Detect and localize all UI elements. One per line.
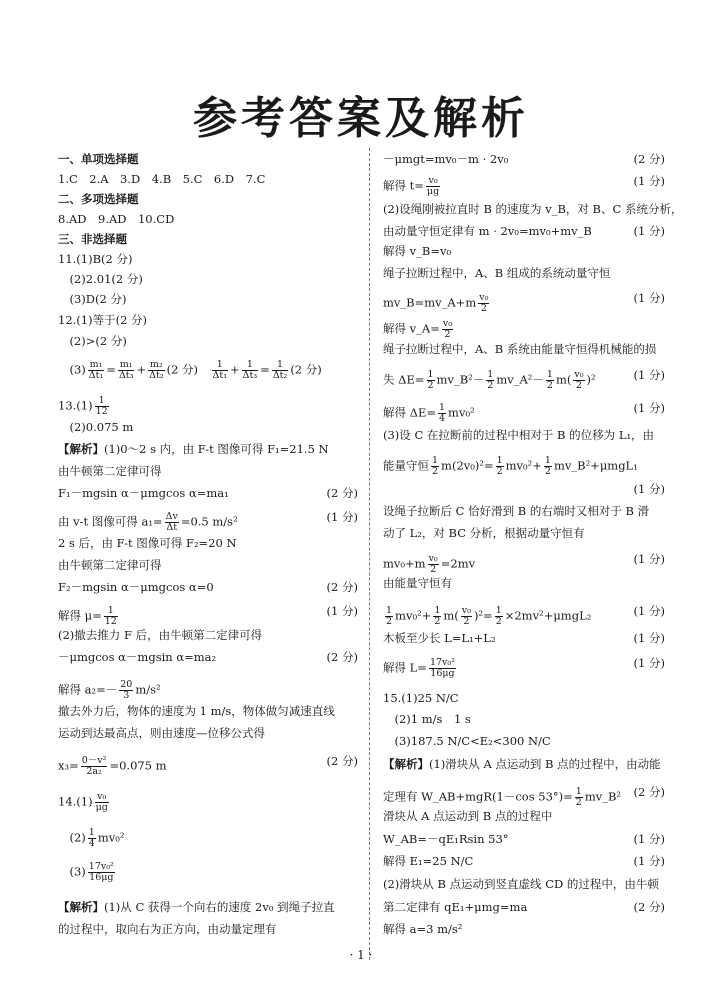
line-text: 绳子拉断过程中，A、B 系统由能量守恒得机械能的损 <box>383 342 657 356</box>
line-text: (3)D(2 分) <box>58 292 127 306</box>
line-text: 第二定律有 qE₁+μmg=ma <box>383 900 528 914</box>
answer-line <box>58 444 358 456</box>
answer-line <box>383 633 665 645</box>
denominator: 2 <box>434 615 441 627</box>
line-text: 的过程中，取向右为正方向，由动量定理有 <box>58 922 277 936</box>
denominator: 2 <box>386 615 393 627</box>
fraction <box>544 456 552 477</box>
answer-line <box>58 488 358 500</box>
fraction <box>104 606 118 627</box>
numerator: m₁ <box>119 359 133 370</box>
formula-text: =0.5 m/s² <box>180 514 238 529</box>
answer-line <box>383 759 665 771</box>
line-text: 11.(1)B(2 分) <box>58 252 133 266</box>
analysis-tag: 【解析】 <box>58 900 104 914</box>
score-points: (1 分) <box>633 174 665 188</box>
page-number: · 1 · <box>349 948 373 962</box>
line-text: －μmgt=mv₀－m · 2v₀ <box>383 152 509 166</box>
fraction <box>461 606 472 627</box>
formula-text: mv₀²+ <box>395 608 432 623</box>
denominator: Δt₁ <box>88 369 104 381</box>
formula-text: )² <box>586 372 596 387</box>
numerator: v₀ <box>428 553 438 564</box>
formula-text: =0.075 m <box>109 758 167 773</box>
numerator: v₀ <box>461 605 471 616</box>
line-text: 一、单项选择题 <box>58 152 139 166</box>
fraction <box>95 396 109 417</box>
score-points: (2 分) <box>326 754 358 768</box>
line-text: 解得 E₁=25 N/C <box>383 854 474 868</box>
formula-text: x₃= <box>58 758 79 773</box>
answer-line <box>383 202 683 216</box>
fraction <box>496 456 504 477</box>
fraction <box>165 512 179 533</box>
answer-line <box>383 606 665 627</box>
fraction <box>428 554 439 575</box>
formula-text: mv₀² <box>97 830 125 845</box>
formula-text: mv₀+m <box>383 556 426 571</box>
denominator: 4 <box>439 412 446 424</box>
answer-line <box>383 554 665 575</box>
fraction <box>438 403 446 424</box>
fraction <box>119 680 133 701</box>
answer-line <box>383 293 665 314</box>
answer-line <box>58 396 358 417</box>
answer-line <box>58 606 358 627</box>
numerator: 1 <box>496 455 503 466</box>
fraction <box>95 792 109 813</box>
numerator: v₀ <box>574 369 584 380</box>
score-points: (2 分) <box>633 152 665 166</box>
score-points: (1 分) <box>633 854 665 868</box>
denominator: 2 <box>427 379 434 391</box>
formula-text: + <box>136 362 147 377</box>
denominator: 2 <box>496 465 503 477</box>
denominator: 2 <box>430 563 437 575</box>
denominator: Δt₁ <box>212 369 228 381</box>
answer-line <box>58 706 358 718</box>
denominator: 12 <box>95 405 108 417</box>
numerator: 1 <box>575 786 582 797</box>
formula-text: mv₀²+ <box>505 458 542 473</box>
answer-line <box>383 658 665 679</box>
numerator: 1 <box>439 402 446 413</box>
line-text: 15.(1)25 N/C <box>383 691 459 705</box>
answer-line <box>58 422 358 434</box>
formula-text: =2mv <box>440 556 476 571</box>
formula-text: 解得 L= <box>383 660 427 675</box>
answer-line <box>58 512 358 533</box>
fraction <box>88 360 105 381</box>
formula-text: ×2mv²+μmgL₂ <box>504 608 592 623</box>
line-text: 8.AD 9.AD 10.CD <box>58 212 175 226</box>
score-points: (1 分) <box>633 631 665 645</box>
fraction <box>429 658 456 679</box>
answer-line <box>383 246 665 258</box>
score-points: (1 分) <box>326 604 358 618</box>
fraction <box>81 756 108 777</box>
answer-line <box>58 630 358 642</box>
score-points: (1 分) <box>633 832 665 846</box>
answer-line <box>58 360 358 381</box>
line-text: 2 s 后，由 F-t 图像可得 F₂=20 N <box>58 536 237 550</box>
line-text: 动了 L₂，对 BC 分析，根据动量守恒有 <box>383 526 585 540</box>
line-text: (1)滑块从 A 点运动到 B 点的过程中，由动能 <box>429 757 661 771</box>
numerator: v₀ <box>479 292 489 303</box>
numerator: 1 <box>546 369 553 380</box>
line-text: 撤去外力后，物体的速度为 1 m/s，物体做匀减速直线 <box>58 704 335 718</box>
formula-text: mv_B² <box>584 789 622 804</box>
answer-line <box>383 924 665 936</box>
line-text: 解得 v_B=v₀ <box>383 244 452 258</box>
answer-line <box>58 336 358 348</box>
column-divider <box>369 148 370 960</box>
answer-line <box>383 714 665 726</box>
numerator: 1 <box>386 605 393 616</box>
answer-line <box>383 154 665 166</box>
formula-text: 解得 ΔE= <box>383 405 436 420</box>
formula-text: 定理有 W_AB+mgR(1－cos 53°)= <box>383 789 573 804</box>
numerator: m₂ <box>149 359 163 370</box>
line-text: －μmgcos α－mgsin α=ma₂ <box>58 650 217 664</box>
formula-text: m/s² <box>135 682 161 697</box>
denominator: 2 <box>463 615 470 627</box>
numerator: 17v₀² <box>88 861 114 872</box>
numerator: 1 <box>432 455 439 466</box>
answer-line <box>58 174 358 186</box>
fraction <box>442 319 453 340</box>
numerator: 0－v² <box>81 755 107 766</box>
line-text: 1.C 2.A 3.D 4.B 5.C 6.D 7.C <box>58 172 266 186</box>
answer-line <box>58 466 358 478</box>
answer-line <box>383 268 665 280</box>
answer-line <box>383 370 665 391</box>
fraction <box>478 293 489 314</box>
score-points: (2 分) <box>326 486 358 500</box>
numerator: 1 <box>272 360 289 371</box>
denominator: 2a₂ <box>86 765 102 777</box>
line-text: (1)从 C 获得一个向右的速度 2v₀ 到绳子拉直 <box>104 900 335 914</box>
line-text: 解得 a=3 m/s² <box>383 922 463 936</box>
formula-text: (3) <box>58 864 86 879</box>
line-text: (2)设绳刚被拉直时 B 的速度为 v_B，对 B、C 系统分析， <box>383 202 683 216</box>
numerator: 20 <box>120 679 133 690</box>
numerator: v₀ <box>442 318 453 329</box>
page-title: 参考答案及解析 <box>193 93 529 144</box>
formula-text: 失 ΔE= <box>383 372 425 387</box>
denominator: 2 <box>575 379 582 391</box>
fraction <box>242 360 259 381</box>
formula-text: (2 分) <box>166 362 210 377</box>
line-text: (2)1 m/s 1 s <box>383 712 471 726</box>
denominator: 3 <box>123 689 130 701</box>
fraction <box>427 370 435 391</box>
answer-line <box>58 560 358 572</box>
numerator: m₁ <box>89 359 103 370</box>
answer-line <box>58 680 358 701</box>
score-points: (2 分) <box>326 580 358 594</box>
formula-text: 解得 a₂=－ <box>58 682 118 697</box>
answer-line <box>58 756 358 777</box>
line-text: (2)>(2 分) <box>58 334 127 348</box>
answer-line <box>58 274 358 286</box>
formula-text: 能量守恒 <box>383 458 429 473</box>
formula-text: mv₀² <box>448 405 475 420</box>
denominator: Δt₂ <box>272 369 288 381</box>
answer-line <box>58 582 358 594</box>
numerator: 1 <box>544 455 551 466</box>
denominator: Δt₃ <box>118 369 134 381</box>
fraction <box>118 360 135 381</box>
answer-line <box>383 578 665 590</box>
formula-text: m(2v₀)²= <box>441 458 494 473</box>
denominator: Δt <box>166 521 178 533</box>
formula-text: )²= <box>473 608 493 623</box>
line-text: 二、多项选择题 <box>58 192 139 206</box>
answer-line <box>58 792 358 813</box>
answer-line <box>383 430 665 442</box>
answer-line <box>58 728 358 740</box>
answer-line <box>383 693 665 705</box>
section-heading <box>58 194 358 206</box>
line-text: F₂－mgsin α－μmgcos α=0 <box>58 580 214 594</box>
score-points: (1 分) <box>633 482 665 496</box>
fraction <box>212 360 229 381</box>
numerator: 1 <box>487 369 494 380</box>
answer-line <box>383 319 665 340</box>
numerator: 1 <box>434 605 441 616</box>
formula-text: = <box>260 362 270 377</box>
line-text: 设绳子拉断后 C 恰好滑到 B 的右端时又相对于 B 滑 <box>383 504 650 518</box>
section-heading <box>58 154 358 166</box>
numerator: 1 <box>427 369 434 380</box>
section-heading <box>58 234 358 246</box>
line-text: W_AB=－qE₁Rsin 53° <box>383 832 509 846</box>
denominator: 2 <box>544 465 551 477</box>
line-text: (2)撤去推力 F 后，由牛顿第二定律可得 <box>58 628 263 642</box>
formula-text: mv_B²+μmgL₁ <box>553 458 638 473</box>
line-text: 木板至少长 L=L₁+L₂ <box>383 631 496 645</box>
score-points: (1 分) <box>633 401 665 415</box>
formula-text: 14.(1) <box>58 794 93 809</box>
formula-text: 解得 μ= <box>58 608 102 623</box>
answer-line <box>58 828 358 849</box>
fraction <box>546 370 554 391</box>
line-text: 滑块从 A 点运动到 B 点的过程中 <box>383 809 553 823</box>
answer-line <box>58 214 358 226</box>
numerator: v₀ <box>426 176 440 187</box>
score-points: (1 分) <box>633 656 665 670</box>
formula-text: 由 v-t 图像可得 a₁= <box>58 514 163 529</box>
numerator: 1 <box>212 360 229 371</box>
numerator: v₀ <box>95 792 109 803</box>
answer-line <box>58 862 358 883</box>
denominator: Δt₂ <box>149 369 164 381</box>
score-points: (2 分) <box>633 785 665 799</box>
answer-line <box>58 652 358 664</box>
denominator: Δt₃ <box>242 369 258 381</box>
fraction <box>431 456 439 477</box>
denominator: 2 <box>432 465 439 477</box>
numerator: 17v₀² <box>429 657 456 668</box>
formula-text: 解得 v_A= <box>383 321 440 336</box>
score-points: (2 分) <box>633 900 665 914</box>
numerator: 1 <box>104 606 118 617</box>
denominator: 4 <box>88 837 95 849</box>
fraction <box>272 360 289 381</box>
denominator: 2 <box>487 379 494 391</box>
answer-line <box>383 834 665 846</box>
line-text: 绳子拉断过程中，A、B 组成的系统动量守恒 <box>383 266 611 280</box>
answer-line <box>383 506 665 518</box>
line-text: 三、非选择题 <box>58 232 127 246</box>
line-text: F₁－mgsin α－μmgcos α=ma₁ <box>58 486 229 500</box>
answer-line <box>383 879 665 891</box>
score-points: (2 分) <box>326 650 358 664</box>
formula-text: mv_B²－ <box>436 372 485 387</box>
answer-line <box>58 924 358 936</box>
answer-line <box>383 176 665 197</box>
answer-line <box>58 902 358 914</box>
analysis-tag: 【解析】 <box>58 442 104 456</box>
fraction <box>486 370 494 391</box>
answer-line <box>383 344 665 356</box>
answer-line <box>383 902 665 914</box>
fraction <box>575 787 583 808</box>
fraction <box>88 862 115 883</box>
denominator: 2 <box>444 328 451 340</box>
denominator: 2 <box>575 796 582 808</box>
answer-line <box>383 226 665 238</box>
fraction <box>88 828 96 849</box>
denominator: 2 <box>546 379 553 391</box>
answer-line <box>383 403 665 424</box>
denominator: 16μg <box>89 871 114 883</box>
line-text: 12.(1)等于(2 分) <box>58 313 148 327</box>
numerator: Δv <box>165 511 178 522</box>
numerator: 1 <box>88 827 95 838</box>
answer-line <box>383 811 665 823</box>
fraction <box>385 606 393 627</box>
fraction <box>495 606 503 627</box>
answer-line <box>383 856 665 868</box>
score-points: (1 分) <box>633 224 665 238</box>
score-points: (1 分) <box>633 552 665 566</box>
formula-text: + <box>230 362 240 377</box>
analysis-tag: 【解析】 <box>383 757 429 771</box>
denominator: μg <box>95 801 108 813</box>
fraction <box>433 606 441 627</box>
formula-text: mv_B=mv_A+m <box>383 295 477 310</box>
formula-text: 解得 t= <box>383 178 424 193</box>
answer-line <box>58 315 358 327</box>
line-text: 由动量守恒定律有 m · 2v₀=mv₀+mv_B <box>383 224 592 238</box>
answer-line <box>383 528 665 540</box>
line-text: (3)设 C 在拉断前的过程中相对于 B 的位移为 L₁，由 <box>383 428 655 442</box>
line-text: 由能量守恒有 <box>383 576 452 590</box>
line-text: 运动到达最高点，则由速度—位移公式得 <box>58 726 265 740</box>
formula-text: (2) <box>58 830 86 845</box>
answer-line <box>383 456 665 477</box>
numerator: 1 <box>95 396 109 407</box>
formula-text: (2 分) <box>290 362 322 377</box>
formula-text: (3) <box>58 362 86 377</box>
line-text: (1)0～2 s 内，由 F-t 图像可得 F₁=21.5 N <box>104 442 329 456</box>
score-points: (1 分) <box>633 604 665 618</box>
line-text: 由牛顿第二定律可得 <box>58 558 162 572</box>
line-text: (2)滑块从 B 点运动到竖直虚线 CD 的过程中，由牛顿 <box>383 877 659 891</box>
answer-line <box>58 294 358 306</box>
fraction <box>148 360 165 381</box>
denominator: 2 <box>495 615 502 627</box>
fraction <box>426 176 440 197</box>
denominator: 16μg <box>430 667 455 679</box>
answer-line <box>58 254 358 266</box>
line-text: (2)0.075 m <box>58 420 134 434</box>
numerator: 1 <box>495 605 502 616</box>
answer-line <box>383 787 665 808</box>
denominator: 2 <box>480 302 487 314</box>
score-points: (1 分) <box>326 510 358 524</box>
line-text: 由牛顿第二定律可得 <box>58 464 162 478</box>
numerator: 1 <box>242 360 259 371</box>
formula-text: = <box>106 362 116 377</box>
line-text: (3)187.5 N/C<E₂<300 N/C <box>383 734 551 748</box>
formula-text: m( <box>555 372 572 387</box>
answer-line <box>383 736 665 748</box>
denominator: 12 <box>104 615 117 627</box>
formula-text: m( <box>443 608 459 623</box>
score-points: (1 分) <box>633 291 665 305</box>
formula-text: 13.(1) <box>58 398 93 413</box>
answer-line <box>58 538 358 550</box>
fraction <box>573 370 584 391</box>
line-text: (2)2.01(2 分) <box>58 272 143 286</box>
formula-text: mv_A²－ <box>496 372 544 387</box>
denominator: μg <box>426 185 440 197</box>
score-points: (1 分) <box>633 368 665 382</box>
